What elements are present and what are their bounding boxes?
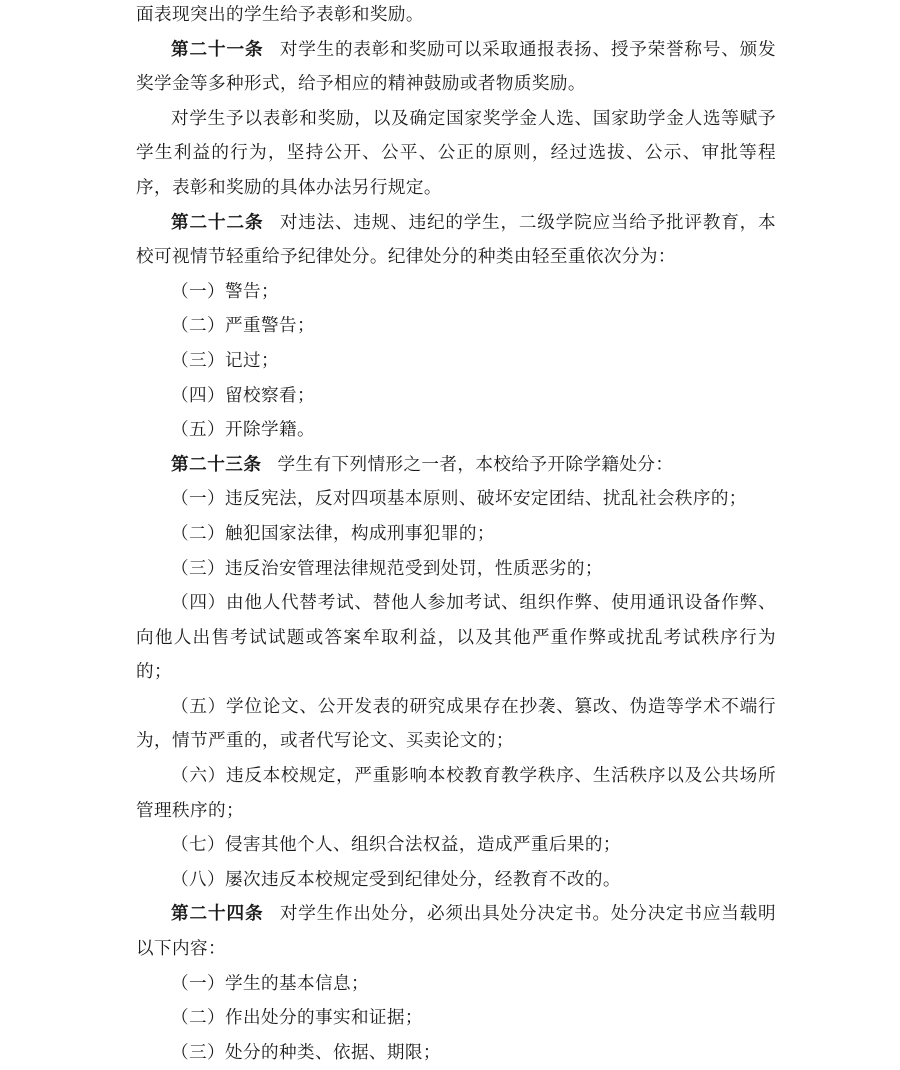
article-24-title: 第二十四条	[171, 904, 264, 925]
article-24-text: 对学生作出处分，必须出具处分决定书。处分决定书应当载明以下内容：	[136, 904, 776, 960]
article-21-text: 对学生的表彰和奖励可以采取通报表扬、授予荣誉称号、颁发奖学金等多种形式，给予相应的精神鼓励或者物质奖励。	[136, 39, 776, 95]
article-22-item: （四）留校察看；	[171, 385, 315, 406]
article-21	[136, 33, 776, 102]
article-23-item: （四）由他人代替考试、替他人参加考试、组织作弊、使用通讯设备作弊、向他人出售考试试题或答案牟取利益，以及其他严重作弊或扰乱考试秩序行为的；	[136, 593, 776, 683]
article-23-item: （七）侵害其他个人、组织合法权益，造成严重后果的；	[171, 835, 621, 856]
article-22-item: （三）记过；	[171, 350, 279, 371]
article-24-item: （二）作出处分的事实和证据；	[171, 1008, 423, 1029]
article-21-title: 第二十一条	[171, 39, 264, 60]
article-22-text: 对违法、违规、违纪的学生，二级学院应当给予批评教育，本校可视情节轻重给予纪律处分。纪律处分的种类由轻至重依次分为：	[136, 212, 776, 268]
article-24	[136, 897, 776, 966]
article-22-item: （一）警告；	[171, 281, 279, 302]
article-24-item: （一）学生的基本信息；	[171, 973, 369, 994]
article-22	[136, 206, 776, 275]
article-23-item: （一）违反宪法，反对四项基本原则、破坏安定团结、扰乱社会秩序的；	[171, 489, 747, 510]
article-23-item: （六）违反本校规定，严重影响本校教育教学秩序、生活秩序以及公共场所管理秩序的；	[136, 766, 776, 821]
article-23-item: （八）屡次违反本校规定受到纪律处分，经教育不改的。	[171, 869, 621, 890]
article-23-item: （二）触犯国家法律，构成刑事犯罪的；	[171, 523, 495, 544]
article-23-text: 学生有下列情形之一者，本校给予开除学籍处分：	[277, 454, 674, 475]
article-23-item: （五）学位论文、公开发表的研究成果存在抄袭、篡改、伪造等学术不端行为，情节严重的，或者代写论文、买卖论文的；	[136, 696, 776, 752]
article-23-title: 第二十三条	[171, 454, 262, 475]
article-22-item: （五）开除学籍。	[171, 420, 315, 441]
article-24-item: （三）处分的种类、依据、期限；	[171, 1042, 441, 1063]
paragraph-continuation: 面表现突出的学生给予表彰和奖励。	[136, 5, 424, 25]
article-21-paragraph-2: 对学生予以表彰和奖励，以及确定国家奖学金人选、国家助学金人选等赋予学生利益的行为，坚持公开、公平、公正的原则，经过选拔、公示、审批等程序，表彰和奖励的具体办法另行规定。	[136, 108, 776, 198]
article-23	[136, 448, 776, 483]
document-page	[136, 0, 776, 1070]
article-22-title: 第二十二条	[171, 212, 264, 233]
article-22-item: （二）严重警告；	[171, 316, 315, 337]
article-23-item: （三）违反治安管理法律规范受到处罚，性质恶劣的；	[171, 558, 603, 579]
